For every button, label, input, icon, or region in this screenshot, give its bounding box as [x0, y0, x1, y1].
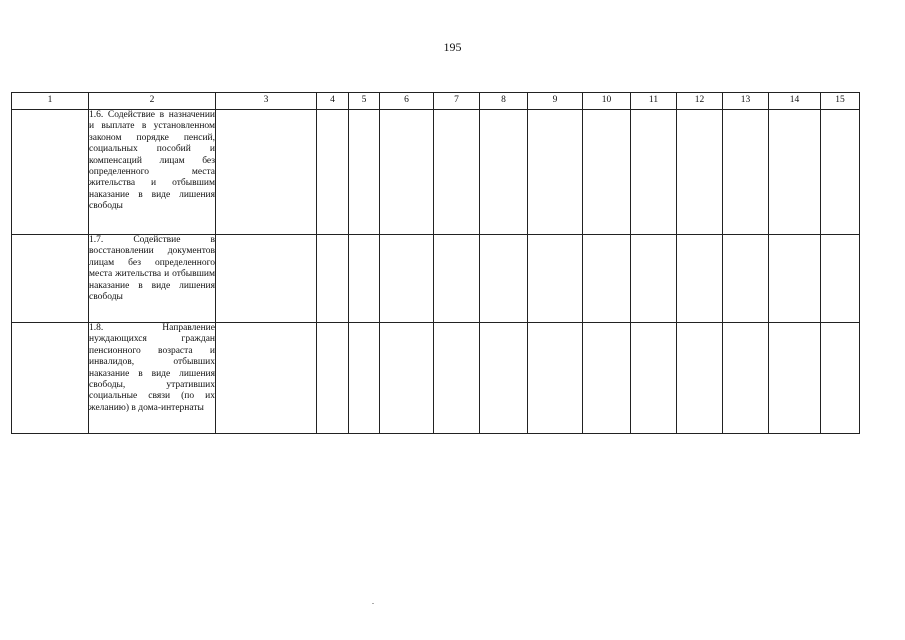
column-header-3: 3 — [216, 93, 317, 110]
empty-cell — [769, 323, 821, 434]
empty-cell — [583, 235, 631, 323]
empty-cell — [677, 235, 723, 323]
column-header-13: 13 — [723, 93, 769, 110]
row-description: 1.6. Содействие в назначении и выплате в установленном законом порядке пенсий, социальных пособий и компенсаций лицам без определенного места жительства и отбывшим наказание в виде лишения свободы — [89, 110, 216, 235]
table-row — [12, 323, 860, 434]
empty-cell — [528, 110, 583, 235]
empty-cell — [317, 323, 349, 434]
empty-cell — [583, 110, 631, 235]
empty-cell — [528, 323, 583, 434]
empty-cell — [349, 110, 380, 235]
empty-cell — [821, 110, 860, 235]
column-header-7: 7 — [434, 93, 480, 110]
column-header-15: 15 — [821, 93, 860, 110]
column-header-12: 12 — [677, 93, 723, 110]
header-row — [12, 93, 860, 110]
column-header-6: 6 — [380, 93, 434, 110]
empty-cell — [723, 110, 769, 235]
empty-cell — [821, 235, 860, 323]
table-row — [12, 235, 860, 323]
column-header-11: 11 — [631, 93, 677, 110]
empty-cell — [380, 323, 434, 434]
empty-cell — [349, 323, 380, 434]
empty-cell — [434, 110, 480, 235]
column-header-5: 5 — [349, 93, 380, 110]
empty-cell — [677, 323, 723, 434]
column-header-2: 2 — [89, 93, 216, 110]
empty-cell — [216, 323, 317, 434]
empty-cell — [12, 235, 89, 323]
empty-cell — [677, 110, 723, 235]
empty-cell — [480, 235, 528, 323]
empty-cell — [12, 323, 89, 434]
empty-cell — [216, 110, 317, 235]
column-header-14: 14 — [769, 93, 821, 110]
column-header-4: 4 — [317, 93, 349, 110]
empty-cell — [349, 235, 380, 323]
empty-cell — [12, 110, 89, 235]
empty-cell — [769, 235, 821, 323]
empty-cell — [480, 110, 528, 235]
row-description: 1.7. Содействие в восстановлении документов лицам без определенного места жительства и отбывшим наказание в виде лишения свободы — [89, 235, 216, 323]
empty-cell — [583, 323, 631, 434]
empty-cell — [723, 323, 769, 434]
empty-cell — [380, 110, 434, 235]
column-header-1: 1 — [12, 93, 89, 110]
column-header-8: 8 — [480, 93, 528, 110]
empty-cell — [317, 235, 349, 323]
table-row — [12, 110, 860, 235]
column-header-9: 9 — [528, 93, 583, 110]
form-table — [11, 92, 860, 434]
empty-cell — [434, 235, 480, 323]
empty-cell — [434, 323, 480, 434]
column-header-10: 10 — [583, 93, 631, 110]
empty-cell — [216, 235, 317, 323]
row-description: 1.8. Направление нуждающихся граждан пенсионного возраста и инвалидов, отбывших наказание в виде лишения свободы, утративших социальные связи (по их желанию) в дома-интернаты — [89, 323, 216, 434]
empty-cell — [380, 235, 434, 323]
empty-cell — [480, 323, 528, 434]
empty-cell — [528, 235, 583, 323]
empty-cell — [723, 235, 769, 323]
empty-cell — [631, 323, 677, 434]
scan-speck — [372, 603, 374, 604]
empty-cell — [631, 235, 677, 323]
empty-cell — [821, 323, 860, 434]
empty-cell — [317, 110, 349, 235]
empty-cell — [631, 110, 677, 235]
empty-cell — [769, 110, 821, 235]
page-number: 195 — [443, 40, 462, 54]
